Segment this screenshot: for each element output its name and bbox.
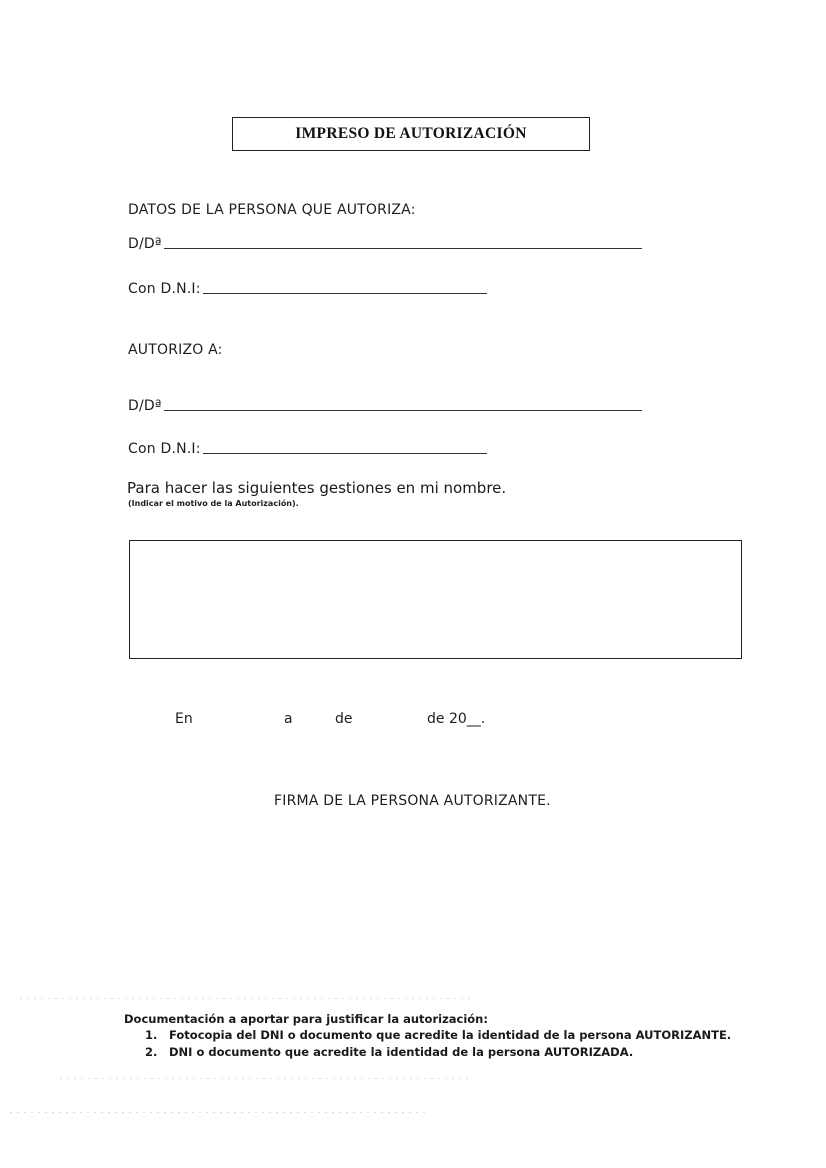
authorized-name-line[interactable] — [164, 410, 642, 411]
date-day-label: a — [284, 711, 293, 727]
authorizer-name-field[interactable] — [128, 236, 642, 252]
documentation-item — [145, 1045, 633, 1059]
authorizer-dni-line[interactable] — [203, 293, 487, 294]
reason-textbox[interactable] — [129, 540, 742, 659]
scan-noise-line — [10, 1112, 430, 1113]
date-year-label: de 20__. — [427, 711, 486, 727]
authorizer-name-line[interactable] — [164, 248, 642, 249]
authorizer-dni-label: Con D.N.I: — [128, 281, 201, 297]
authorized-dni-field[interactable] — [128, 441, 487, 457]
authorizer-dni-field[interactable] — [128, 281, 487, 297]
purpose-note: (Indicar el motivo de la Autorización). — [128, 499, 299, 508]
authorizer-section-label: DATOS DE LA PERSONA QUE AUTORIZA: — [128, 202, 416, 218]
form-title: IMPRESO DE AUTORIZACIÓN — [295, 125, 527, 142]
scan-noise-line — [60, 1078, 470, 1079]
documentation-item-number: 2. — [145, 1045, 158, 1059]
authorized-section-label: AUTORIZO A: — [128, 342, 223, 358]
date-month-label: de — [335, 711, 353, 727]
signature-label: FIRMA DE LA PERSONA AUTORIZANTE. — [274, 793, 551, 809]
scan-noise-line — [20, 998, 470, 999]
form-title-box — [232, 117, 590, 151]
documentation-item-text: Fotocopia del DNI o documento que acredite la identidad de la persona AUTORIZANTE. — [169, 1028, 732, 1042]
purpose-text: Para hacer las siguientes gestiones en mi nombre. — [127, 479, 507, 497]
date-place-label: En — [175, 711, 193, 727]
documentation-item — [145, 1028, 731, 1042]
documentation-item-number: 1. — [145, 1028, 158, 1042]
authorized-name-field[interactable] — [128, 398, 642, 414]
authorizer-name-label: D/Dª — [128, 236, 162, 252]
authorized-name-label: D/Dª — [128, 398, 162, 414]
documentation-title: Documentación a aportar para justificar la autorización: — [124, 1012, 488, 1026]
documentation-item-text: DNI o documento que acredite la identidad de la persona AUTORIZADA. — [169, 1045, 634, 1059]
authorized-dni-line[interactable] — [203, 453, 487, 454]
authorized-dni-label: Con D.N.I: — [128, 441, 201, 457]
